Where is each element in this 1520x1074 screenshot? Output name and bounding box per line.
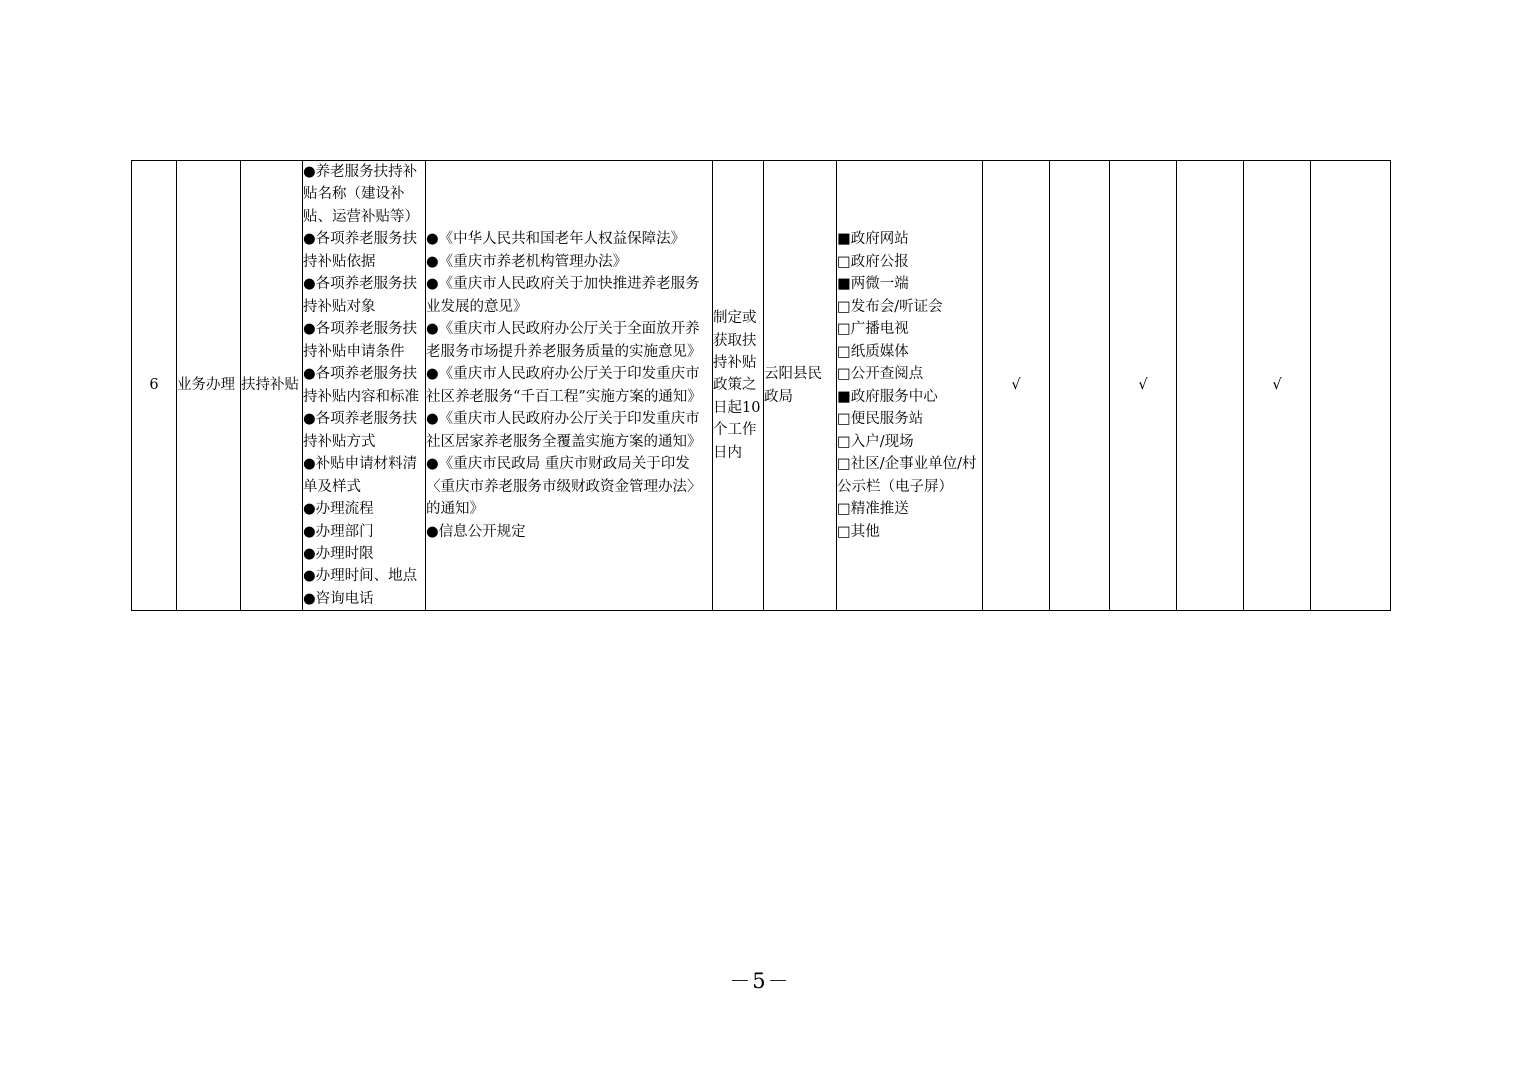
- channel-label: 广播电视: [850, 321, 909, 338]
- list-item: ●各项养老服务扶持补贴依据: [303, 231, 418, 270]
- channel-option[interactable]: [837, 453, 982, 498]
- table-row: [132, 161, 1391, 611]
- checkbox-empty-icon: □: [837, 523, 851, 540]
- department-text: 云阳县民政局: [764, 366, 822, 405]
- channel-label: 纸质媒体: [850, 343, 909, 360]
- channel-label: 发布会/听证会: [850, 298, 943, 315]
- deadline-cell: [713, 161, 764, 611]
- mark-cell-3[interactable]: [1110, 161, 1177, 611]
- list-item: ●各项养老服务扶持补贴申请条件: [303, 321, 418, 360]
- checkbox-empty-icon: □: [837, 298, 851, 315]
- list-item: ●各项养老服务扶持补贴内容和标准: [303, 366, 419, 405]
- list-item: ●信息公开规定: [426, 523, 526, 540]
- channel-label: 两微一端: [850, 276, 909, 293]
- disclosure-table: [131, 160, 1391, 611]
- channel-option[interactable]: [837, 251, 982, 273]
- list-item: ●《重庆市人民政府办公厅关于全面放开养老服务市场提升养老服务质量的实施意见》: [426, 321, 702, 360]
- list-item: ●各项养老服务扶持补贴对象: [303, 276, 418, 315]
- channel-label: 便民服务站: [850, 411, 924, 428]
- list-item: ●办理时间、地点: [303, 568, 418, 585]
- list-item: ●办理部门: [303, 523, 374, 540]
- list-item: ●《重庆市民政局 重庆市财政局关于印发〈重庆市养老服务市级财政资金管理办法〉的通知》: [426, 456, 702, 518]
- category-label: 业务办理: [177, 377, 235, 394]
- channel-label: 公开查阅点: [850, 366, 924, 383]
- list-item: ●办理流程: [303, 501, 374, 518]
- checkbox-empty-icon: □: [837, 501, 851, 518]
- channel-label: 入户/现场: [850, 433, 914, 450]
- checkbox-empty-icon: □: [837, 366, 851, 383]
- checkbox-empty-icon: □: [837, 411, 851, 428]
- channel-option[interactable]: [837, 341, 982, 363]
- list-item: ●《中华人民共和国老年人权益保障法》: [426, 231, 686, 248]
- channels-cell: [837, 161, 983, 611]
- list-item: ●《重庆市人民政府办公厅关于印发重庆市社区养老服务“千百工程”实施方案的通知》: [426, 366, 702, 405]
- item-cell: [241, 161, 303, 611]
- checkbox-filled-icon: ■: [837, 231, 851, 248]
- channel-label: 政府公报: [850, 253, 909, 270]
- list-item: ●《重庆市人民政府办公厅关于印发重庆市社区居家养老服务全覆盖实施方案的通知》: [426, 411, 702, 450]
- list-item: ●咨询电话: [303, 590, 374, 607]
- mark-cell-5[interactable]: [1244, 161, 1311, 611]
- mark-cell-4[interactable]: [1177, 161, 1244, 611]
- basis-items-cell: [426, 161, 713, 611]
- deadline-text: 制定或获取扶持补贴政策之日起10个工作日内: [713, 310, 761, 461]
- category-cell: [177, 161, 241, 611]
- list-item: ●各项养老服务扶持补贴方式: [303, 411, 418, 450]
- channel-option[interactable]: [837, 521, 982, 543]
- mark-cell-6[interactable]: [1311, 161, 1391, 611]
- checkbox-empty-icon: □: [837, 321, 851, 338]
- mark-cell-1[interactable]: [983, 161, 1050, 611]
- channel-option[interactable]: [837, 386, 982, 408]
- mark-cell-2[interactable]: [1050, 161, 1110, 611]
- checkbox-empty-icon: □: [837, 343, 851, 360]
- checkbox-empty-icon: □: [837, 253, 851, 270]
- channel-label: 社区/企事业单位/村公示栏（电子屏）: [837, 456, 977, 495]
- checkbox-filled-icon: ■: [837, 276, 851, 293]
- checkbox-empty-icon: □: [837, 456, 851, 473]
- list-item: ●补贴申请材料清单及样式: [303, 456, 418, 495]
- row-index: 6: [149, 377, 159, 394]
- list-item: ●养老服务扶持补贴名称（建设补贴、运营补贴等）: [303, 164, 419, 225]
- list-item: ●办理时限: [303, 545, 374, 562]
- channel-option[interactable]: [837, 498, 982, 520]
- channel-label: 政府网站: [850, 231, 909, 248]
- content-items-cell: [303, 161, 426, 611]
- check-mark: √: [1011, 377, 1021, 394]
- channel-label: 政府服务中心: [850, 388, 938, 405]
- channel-option[interactable]: [837, 296, 982, 318]
- channel-label: 精准推送: [850, 501, 909, 518]
- channel-option[interactable]: [837, 318, 982, 340]
- channel-label: 其他: [850, 523, 880, 540]
- checkbox-empty-icon: □: [837, 433, 851, 450]
- channel-option[interactable]: [837, 228, 982, 250]
- page-number: －5－: [729, 969, 791, 993]
- department-cell: [764, 161, 837, 611]
- check-mark: √: [1138, 377, 1148, 394]
- item-label: 扶持补贴: [241, 377, 299, 394]
- list-item: ●《重庆市人民政府关于加快推进养老服务业发展的意见》: [426, 276, 700, 315]
- channel-option[interactable]: [837, 363, 982, 385]
- channel-option[interactable]: [837, 273, 982, 295]
- list-item: ●《重庆市养老机构管理办法》: [426, 253, 628, 270]
- check-mark: √: [1272, 377, 1282, 394]
- row-index-cell: [132, 161, 177, 611]
- channel-option[interactable]: [837, 431, 982, 453]
- checkbox-filled-icon: ■: [837, 388, 851, 405]
- channel-option[interactable]: [837, 408, 982, 430]
